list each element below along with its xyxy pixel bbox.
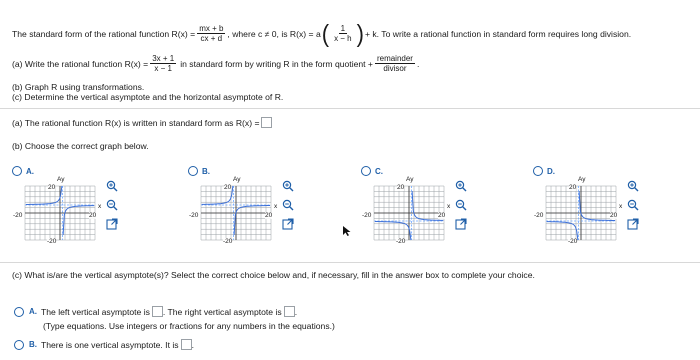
graph-option-c-radio[interactable] [361,166,371,176]
graph-option-a-x-right-label: 20 [89,212,97,219]
inner-frac-numerator: 1 [340,24,346,33]
intro-fraction [197,24,225,43]
graph-option-a-x-axis-label: x [98,203,102,210]
graph-option-a[interactable] [12,166,34,176]
choice-a-label: A. [29,307,37,316]
mouse-cursor-icon [343,226,351,236]
zoom-out-icon[interactable] [454,198,468,212]
intro-lead: The standard form of the rational function R(x) = [12,28,196,39]
graph-option-a-label: A. [26,166,34,176]
part-c-prompt: (c) Determine the vertical asymptote and the horizontal asymptote of R. [12,92,284,102]
graph-option-a-y-top-label: 20 [48,184,56,191]
choice-a-note: (Type equations. Use integers or fractions for any numbers in the equations.) [43,321,335,331]
graph-option-c-tools [454,179,468,231]
choice-a-text3: . [294,306,298,317]
graph-option-c-y-axis-label: Ay [406,176,414,183]
curve-branch [63,206,97,235]
curve-branch [234,206,273,236]
graph-option-b-radio[interactable] [188,166,198,176]
choice-b-end: . [191,339,194,350]
part-b-prompt: (b) Graph R using transformations. [12,82,145,92]
choice-b-label: B. [29,340,37,349]
intro-line [12,18,632,48]
divider-top [0,108,700,109]
part-a-fraction [150,54,176,73]
graph-option-d-y-top-label: 20 [569,184,577,191]
graph-option-c-x-left-label: -20 [362,212,372,219]
remainder-fraction [375,54,415,73]
left-paren: ( [321,18,330,48]
graph-option-c-y-bottom-label: -20 [396,238,406,245]
graph-option-a-y-bottom-label: -20 [47,238,57,245]
choice-a-text2: . The right vertical asymptote is [162,306,282,317]
graph-option-b-x-left-label: -20 [189,212,199,219]
graph-option-d-tools [626,179,640,231]
choice-b-row [14,339,194,350]
graph-option-b-x-right-label: 20 [265,212,273,219]
intro-frac-numerator: mx + b [199,24,224,33]
remainder-denominator: divisor [383,64,407,73]
graph-option-a-radio[interactable] [12,166,22,176]
intro-frac-denominator: cx + d [200,34,223,43]
left-asymptote-box[interactable] [152,306,163,317]
part-a-answer [12,117,272,128]
zoom-out-icon[interactable] [105,198,119,212]
zoom-in-icon[interactable] [626,179,640,193]
graph-option-b[interactable] [188,166,210,176]
part-a-lead: (a) Write the rational function R(x) = [12,58,149,69]
choice-a-text1: The left vertical asymptote is [41,306,150,317]
choice-b-answer-box[interactable] [181,339,192,350]
graph-option-b-label: B. [202,166,210,176]
zoom-in-icon[interactable] [105,179,119,193]
graph-option-d-x-right-label: 20 [610,212,618,219]
part-c-answer: (c) What is/are the vertical asymptote(s)? Select the correct choice below and, if necessary, fill in the answer box to complete your choice. [12,270,535,280]
choice-a-radio[interactable] [14,307,24,317]
graph-option-d-y-axis-label: Ay [578,176,586,183]
divider-bottom [0,262,700,263]
graph-option-d[interactable] [533,166,555,176]
graph-option-b-y-bottom-label: -20 [223,238,233,245]
graph-option-c-x-right-label: 20 [438,212,446,219]
graph-option-a-y-axis-label: Ay [57,176,65,183]
part-a-answer-box[interactable] [261,117,272,128]
graph-option-c-y-top-label: 20 [397,184,405,191]
graph-option-d-radio[interactable] [533,166,543,176]
popout-icon[interactable] [626,217,640,231]
inner-fraction [332,24,354,43]
part-a-prompt [12,54,419,73]
part-a-frac-numerator: 3x + 1 [152,54,175,63]
graph-option-a-x-left-label: -20 [13,212,23,219]
remainder-numerator: remainder [376,54,413,63]
graph-option-d-x-left-label: -20 [534,212,544,219]
choice-b-text: There is one vertical asymptote. It is [41,339,179,350]
right-asymptote-box[interactable] [284,306,298,317]
curve-branch [26,186,62,205]
popout-icon[interactable] [105,217,119,231]
zoom-in-icon[interactable] [454,179,468,193]
graph-option-c-label: C. [375,166,383,176]
popout-icon[interactable] [281,217,295,231]
part-a-end: . [416,58,420,69]
inner-frac-denominator: x − h [334,34,352,43]
part-b-answer: (b) Choose the correct graph below. [12,141,149,151]
graph-option-b-x-axis-label: x [274,203,278,210]
graph-option-c[interactable] [361,166,383,176]
graph-option-b-y-axis-label: Ay [233,176,241,183]
zoom-in-icon[interactable] [281,179,295,193]
graph-option-b-y-top-label: 20 [224,184,232,191]
popout-icon[interactable] [454,217,468,231]
zoom-out-icon[interactable] [626,198,640,212]
choice-a-row [14,306,297,317]
intro-tail: + k. To write a rational function in standard form requires long division. [364,28,632,39]
graph-option-d-label: D. [547,166,555,176]
graph-option-d-y-bottom-label: -20 [568,238,578,245]
graph-option-c-x-axis-label: x [447,203,451,210]
part-a-frac-denominator: x − 1 [154,64,172,73]
graph-option-d-x-axis-label: x [619,203,623,210]
right-paren: ) [356,18,364,48]
part-a-mid: in standard form by writing R in the form quotient + [180,58,373,69]
part-a-answer-text: (a) The rational function R(x) is written in standard form as R(x) = [12,117,260,128]
curve-branch [375,222,411,241]
graph-option-b-tools [281,179,295,231]
graph-option-a-tools [105,179,119,231]
intro-where: , where c ≠ 0, is R(x) = a [227,28,321,39]
zoom-out-icon[interactable] [281,198,295,212]
choice-b-radio[interactable] [14,340,24,350]
